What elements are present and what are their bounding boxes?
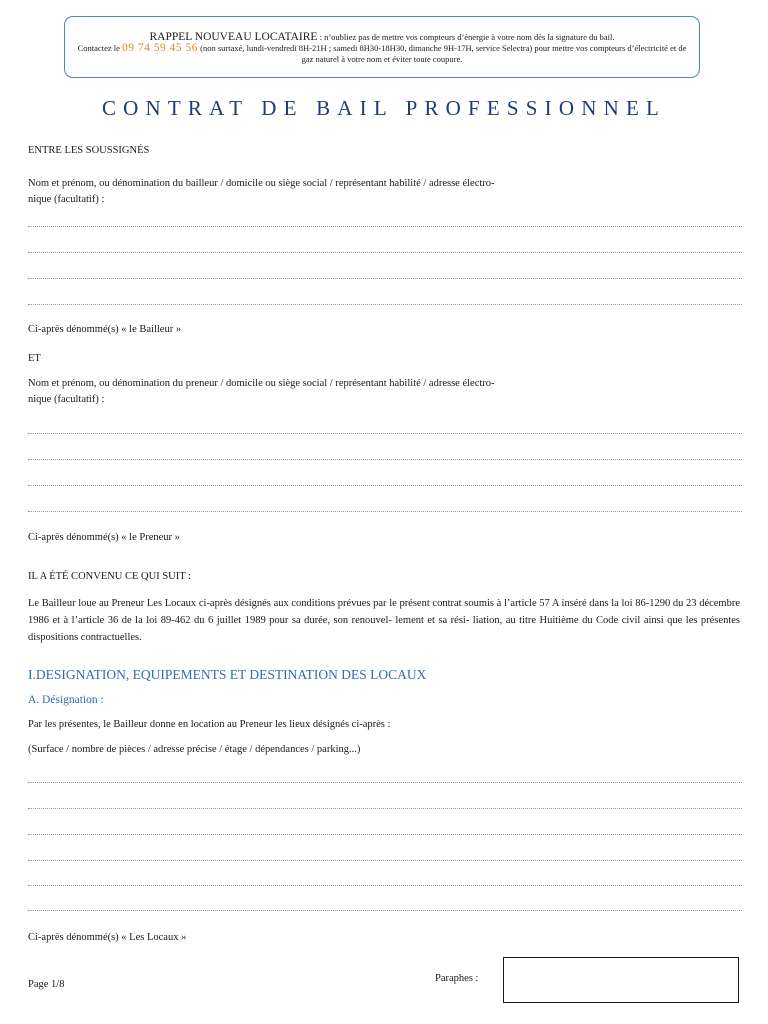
designation-fill-line[interactable]	[28, 808, 742, 809]
page-number: Page 1/8	[28, 979, 65, 990]
lessee-fill-line[interactable]	[28, 459, 742, 460]
lessor-fill-line[interactable]	[28, 304, 742, 305]
agreement-heading: IL A ÉTÉ CONVENU CE QUI SUIT :	[28, 571, 192, 582]
designation-fill-line[interactable]	[28, 834, 742, 835]
lessor-fill-line[interactable]	[28, 278, 742, 279]
designation-fill-line[interactable]	[28, 910, 742, 911]
initials-box[interactable]	[503, 957, 739, 1003]
reminder-heading: RAPPEL NOUVEAU LOCATAIRE	[149, 31, 318, 43]
and-label: ET	[28, 353, 41, 364]
reminder-contact-text: (non surtaxé, lundi-vendredi 8H-21H ; samedi 8H30-18H30, dimanche 9H-17H, service Selectra) pour mettre vos compteurs d’électricité et de gaz naturel à votre nom et éviter toute coupure.	[198, 43, 687, 64]
reminder-line-1-text: : n’oubliez pas de mettre vos compteurs d’énergie à votre nom dès la signature du bail.	[317, 32, 615, 42]
lessor-prompt-line-1: Nom et prénom, ou dénomination du bailleur / domicile ou siège social / représentant habilité / adresse électro-	[28, 178, 495, 189]
lessor-prompt-line-2: nique (facultatif) :	[28, 194, 105, 205]
lessee-fill-line[interactable]	[28, 433, 742, 434]
agreement-body: Le Bailleur loue au Preneur Les Locaux ci-après désignés aux conditions prévues par le présent contrat soumis à l’article 57 A inséré dans la loi 86-1290 du 23 décembre 1986 et à l’article 36 de la loi 89-462 du 6 juillet 1989 pour sa durée, son renouvel- lement et sa rési- liation, au titre Huitième du Code civil ainsi que les présentes dispositions contractuelles.	[28, 598, 740, 643]
designation-hint: (Surface / nombre de pièces / adresse précise / étage / dépendances / parking...)	[28, 744, 361, 755]
between-heading: ENTRE LES SOUSSIGNÉS	[28, 145, 150, 156]
reminder-phone-link[interactable]: 09 74 59 45 56	[122, 42, 198, 54]
reminder-banner	[64, 16, 700, 78]
document-title: CONTRAT DE BAIL PROFESSIONNEL	[101, 96, 667, 120]
lessor-fill-line[interactable]	[28, 252, 742, 253]
designation-fill-line[interactable]	[28, 885, 742, 886]
initials-label: Paraphes :	[435, 973, 479, 984]
section-1a-heading: A. Désignation :	[28, 694, 104, 706]
lessee-prompt-line-1: Nom et prénom, ou dénomination du preneur / domicile ou siège social / représentant habilité / adresse électro-	[28, 378, 495, 389]
premises-named: Ci-après dénommé(s) « Les Locaux »	[28, 932, 187, 943]
lessee-named: Ci-après dénommé(s) « le Preneur »	[28, 532, 180, 543]
lessee-fill-line[interactable]	[28, 511, 742, 512]
reminder-contact-prefix: Contactez le	[77, 43, 122, 53]
designation-intro: Par les présentes, le Bailleur donne en location au Preneur les lieux désignés ci-après :	[28, 719, 391, 730]
designation-fill-line[interactable]	[28, 782, 742, 783]
section-1-heading: I.DESIGNATION, EQUIPEMENTS ET DESTINATION DES LOCAUX	[28, 667, 427, 682]
lessee-prompt-line-2: nique (facultatif) :	[28, 394, 105, 405]
lessor-fill-line[interactable]	[28, 226, 742, 227]
designation-fill-line[interactable]	[28, 860, 742, 861]
reminder-line-2	[65, 43, 699, 65]
lessee-fill-line[interactable]	[28, 485, 742, 486]
lessor-named: Ci-après dénommé(s) « le Bailleur »	[28, 324, 182, 335]
